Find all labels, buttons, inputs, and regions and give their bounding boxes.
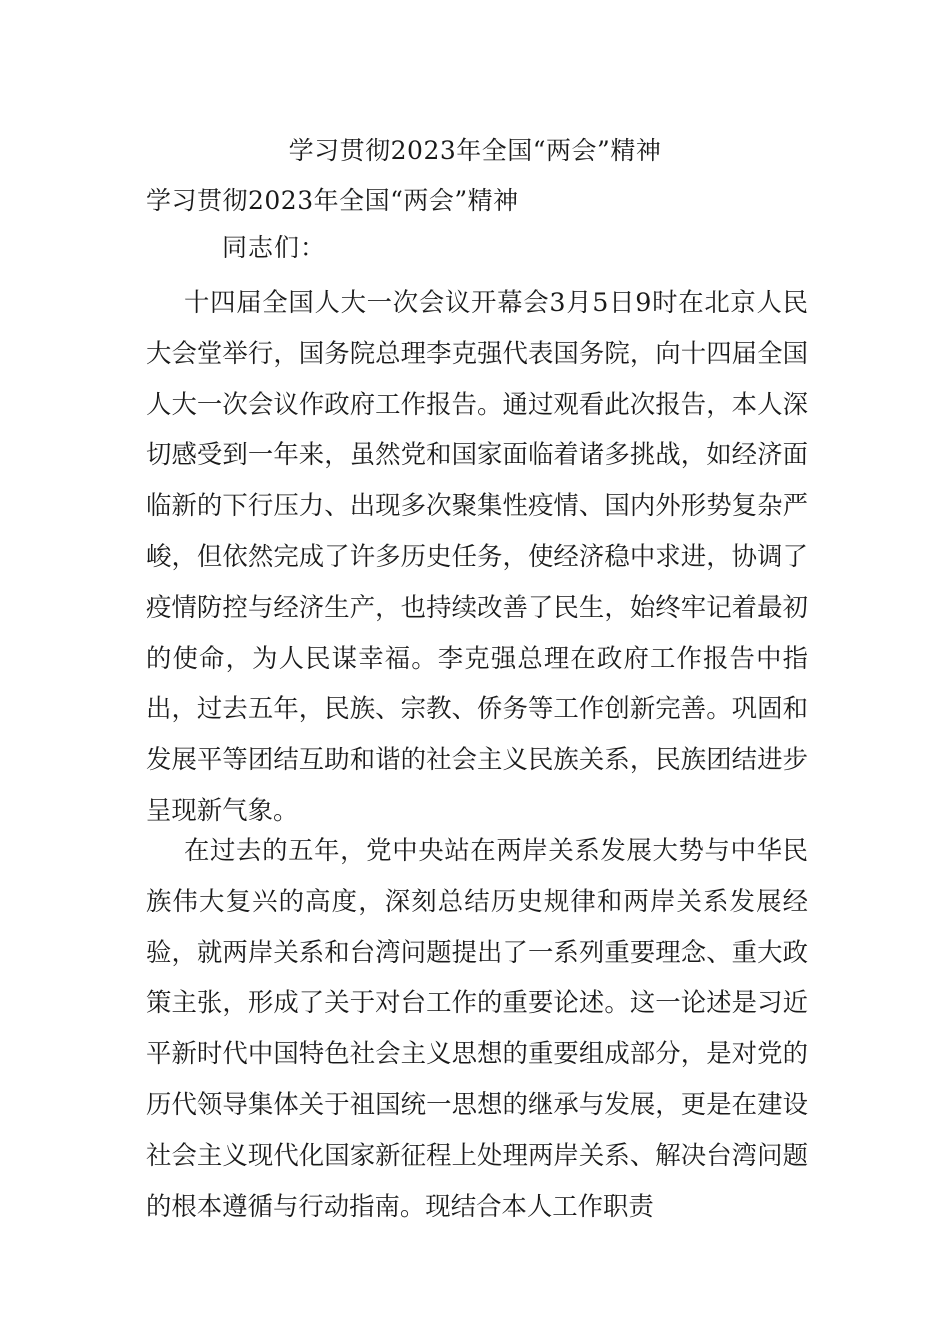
- paragraph-2: 在过去的五年，党中央站在两岸关系发展大势与中华民族伟大复兴的高度，深刻总结历史规律和两岸关系发展经验，就两岸关系和台湾问题提出了一系列重要理念、重大政策主张，形成了关于对台工作的重要论述。这一论述是习近平新时代中国特色社会主义思想的重要组成部分，是对党的历代领导集体关于祖国统一思想的继承与发展，更是在建设社会主义现代化国家新征程上处理两岸关系、解决台湾问题的根本遵循与行动指南。现结合本人工作职责: [146, 835, 808, 1221]
- document-title: 学习贯彻2023年全国“两会”精神: [288, 136, 662, 165]
- document-subtitle: 学习贯彻2023年全国“两会”精神: [146, 186, 519, 215]
- salutation: 同志们：: [222, 233, 327, 262]
- paragraph-1: 十四届全国人大一次会议开幕会3月5日9时在北京人民大会堂举行，国务院总理李克强代表国务院，向十四届全国人大一次会议作政府工作报告。通过观看此次报告，本人深切感受到一年来，虽然党和国家面临着诸多挑战，如经济面临新的下行压力、出现多次聚集性疫情、国内外形势复杂严峻，但依然完成了许多历史任务，使经济稳中求进，协调了疫情防控与经济生产，也持续改善了民生，始终牢记着最初的使命，为人民谋幸福。李克强总理在政府工作报告中指出，过去五年，民族、宗教、侨务等工作创新完善。巩固和发展平等团结互助和谐的社会主义民族关系，民族团结进步呈现新气象。: [146, 287, 808, 825]
